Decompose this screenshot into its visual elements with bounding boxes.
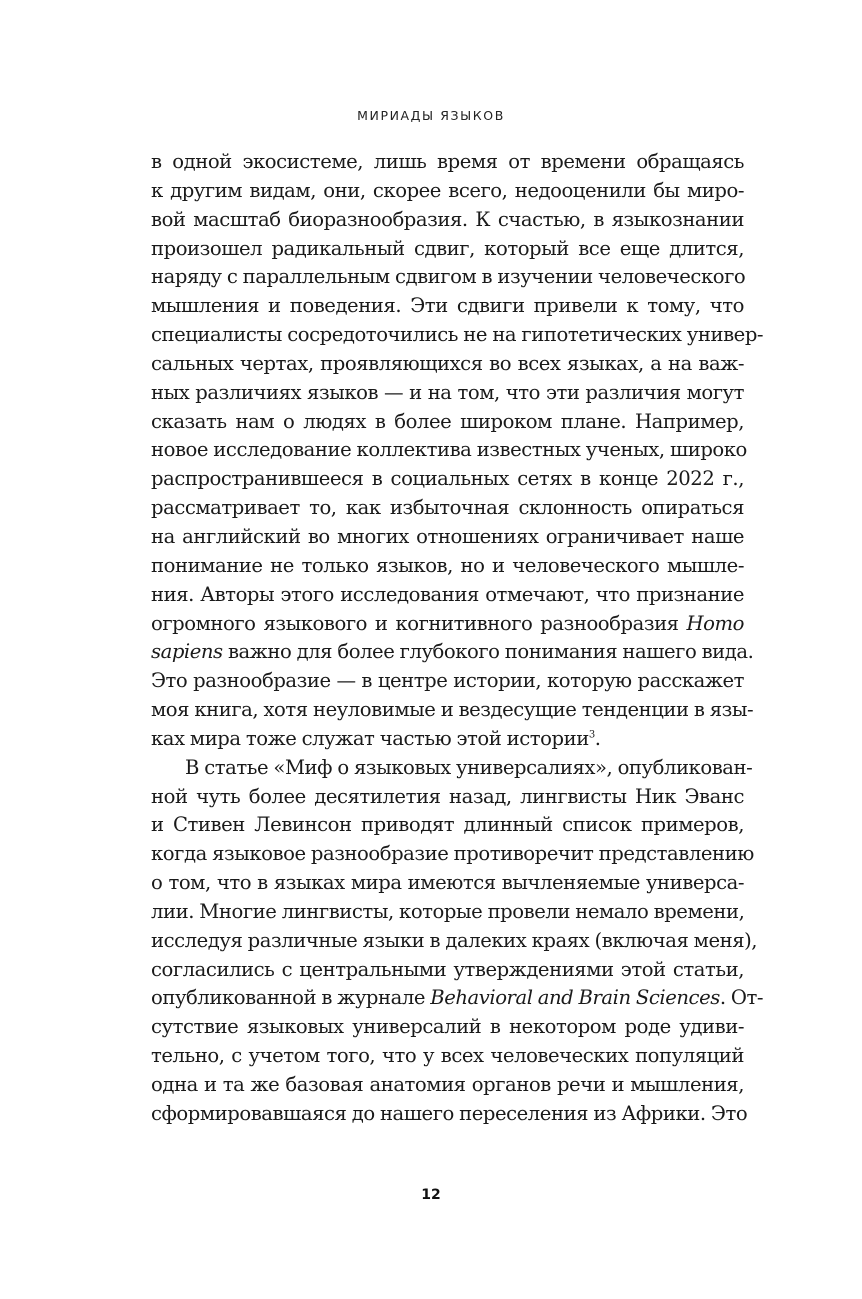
- text-line: сальных чертах, проявляющихся во всех языках, а на важ-: [151, 351, 744, 375]
- text-line: вой масштаб биоразнообразия. К счастью, в языкознании: [151, 207, 744, 231]
- text-fragment: . От-: [719, 986, 764, 1010]
- text-fragment: огромного языкового и когнитивного разнообразия: [151, 611, 687, 635]
- text-line: [151, 638, 754, 667]
- text-fragment: .: [594, 726, 601, 750]
- text-line: ния. Авторы этого исследования отмечают, что признание: [151, 582, 744, 606]
- text-line: моя книга, хотя неуловимые и вездесущие тенденции в язы-: [151, 698, 754, 722]
- text-line: в одной экосистеме, лишь время от времени обращаясь: [151, 150, 744, 173]
- text-line: мышления и поведения. Эти сдвиги привели к тому, что: [151, 294, 744, 318]
- text-line: [151, 610, 744, 639]
- text-line: наряду с параллельным сдвигом в изучении человеческого: [151, 265, 746, 289]
- text-line: новое исследование коллектива известных ученых, широко: [151, 438, 747, 462]
- text-fragment: опубликованной в журнале: [151, 986, 431, 1010]
- text-line: лии. Многие лингвисты, которые провели немало времени,: [151, 899, 745, 923]
- text-line: сутствие языковых универсалий в некотором роде удиви-: [151, 1015, 744, 1039]
- text-line: ных различиях языков — и на том, что эти различия могут: [151, 380, 744, 404]
- text-line: произошел радикальный сдвиг, который все еще длится,: [151, 236, 744, 260]
- paragraph-1: [151, 148, 764, 754]
- text-line: рассматривает то, как избыточная склонность опираться: [151, 496, 744, 520]
- text-line: и Стивен Левинсон приводят длинный список примеров,: [151, 813, 744, 837]
- italic-journal-title: Behavioral and Brain Sciences: [430, 986, 720, 1010]
- text-line: специалисты сосредоточились не на гипотетических универ-: [151, 323, 764, 347]
- text-line: согласились с центральными утверждениями этой статьи,: [151, 957, 744, 981]
- text-line: тельно, с учетом того, что у всех человеческих популяций: [151, 1044, 744, 1068]
- text-line: Это разнообразие — в центре истории, которую расскажет: [151, 669, 744, 693]
- text-line: к другим видам, они, скорее всего, недооценили бы миро-: [151, 178, 744, 202]
- text-fragment: важно для более глубокого понимания нашего вида.: [222, 640, 754, 664]
- text-line: сказать нам о людях в более широком плане. Например,: [151, 409, 744, 433]
- text-line: одна и та же базовая анатомия органов речи и мышления,: [151, 1073, 744, 1096]
- footnote-marker[interactable]: 3: [588, 729, 595, 741]
- text-fragment: ках мира тоже служат частью этой истории: [151, 726, 589, 750]
- running-head: МИРИАДЫ ЯЗЫКОВ: [357, 108, 505, 123]
- italic-term-homo: Homo: [686, 611, 744, 635]
- body-text: [151, 148, 764, 1129]
- text-line: распространившееся в социальных сетях в конце 2022 г.,: [151, 467, 744, 491]
- text-line: ной чуть более десятилетия назад, лингвисты Ник Эванс: [151, 784, 744, 808]
- page-number: 12: [421, 1187, 441, 1203]
- text-line: В статье «Миф о языковых универсалиях», опубликован-: [185, 755, 753, 779]
- text-line: когда языковое разнообразие противоречит представлению: [151, 842, 754, 866]
- paragraph-2: [151, 754, 764, 1129]
- text-line: [151, 984, 764, 1013]
- text-line: о том, что в языках мира имеются вычленяемые универса-: [151, 871, 744, 895]
- text-line: на английский во многих отношениях ограничивает наше: [151, 524, 744, 548]
- text-line: понимание не только языков, но и человеческого мышле-: [151, 553, 744, 577]
- text-line: сформировавшаяся до нашего переселения из Африки. Это: [151, 1101, 748, 1125]
- text-line: [151, 725, 744, 754]
- italic-term-sapiens: sapiens: [151, 640, 223, 664]
- text-line: исследуя различные языки в далеких краях (включая меня),: [151, 928, 758, 952]
